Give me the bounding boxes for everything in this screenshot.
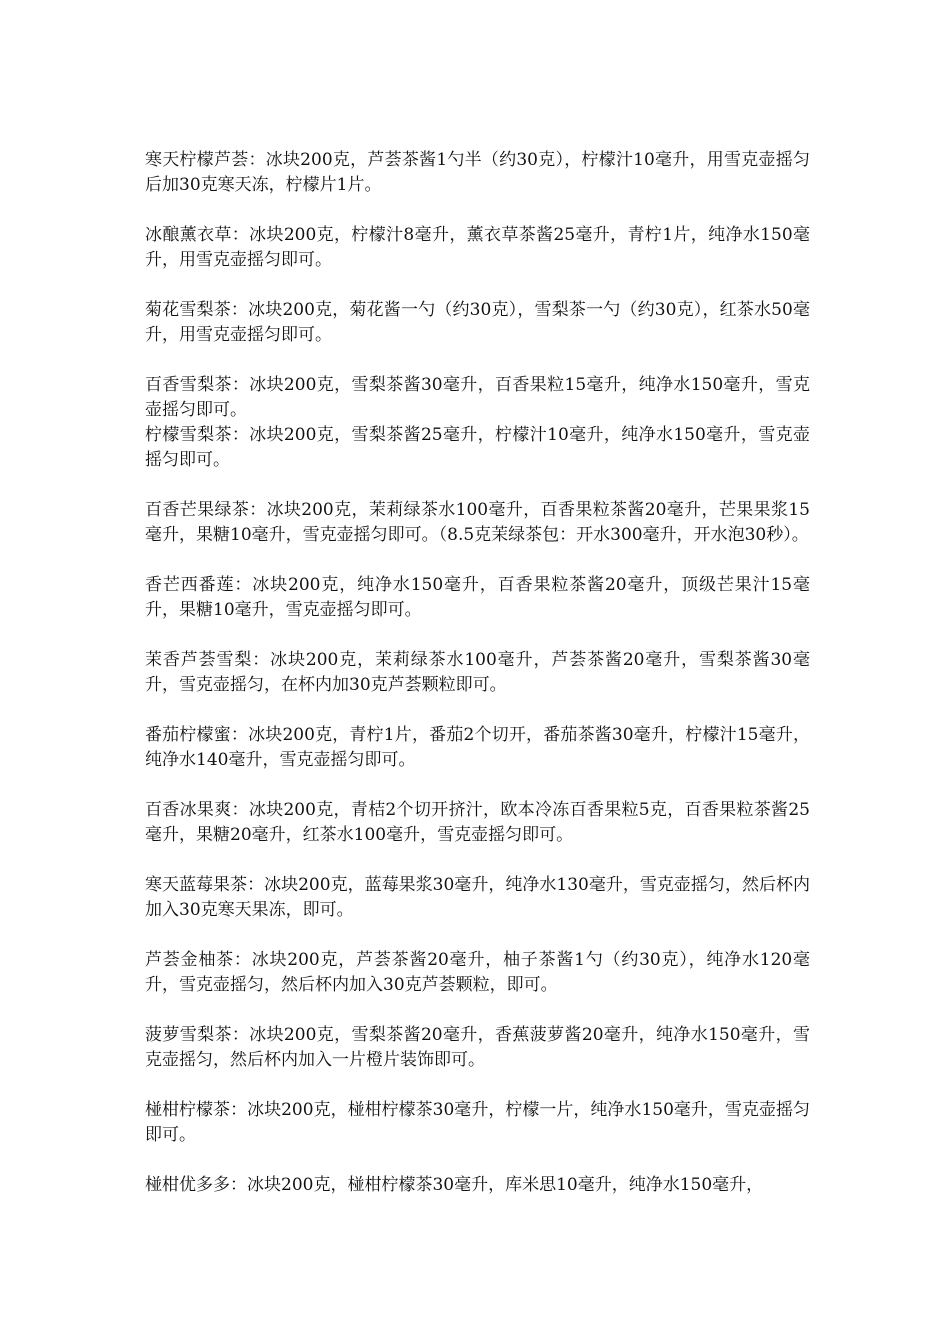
recipe-list bbox=[145, 148, 810, 1198]
recipe-paragraph: 菊花雪梨茶：冰块200克，菊花酱一勺（约30克），雪梨茶一勺（约30克），红茶水50毫升，用雪克壶摇匀即可。 bbox=[145, 300, 810, 345]
recipe-paragraph: 柠檬雪梨茶：冰块200克，雪梨茶酱25毫升，柠檬汁10毫升，纯净水150毫升，雪克壶摇匀即可。 bbox=[145, 425, 810, 470]
recipe-paragraph: 番茄柠檬蜜：冰块200克，青柠1片，番茄2个切开，番茄茶酱30毫升，柠檬汁15毫升，纯净水140毫升，雪克壶摇匀即可。 bbox=[145, 725, 810, 770]
recipe-paragraph: 椪柑优多多：冰块200克，椪柑柠檬茶30毫升，库米思10毫升，纯净水150毫升， bbox=[145, 1175, 764, 1195]
recipe-paragraph: 香芒西番莲：冰块200克，纯净水150毫升，百香果粒茶酱20毫升，顶级芒果汁15毫升，果糖10毫升，雪克壶摇匀即可。 bbox=[145, 575, 810, 620]
recipe-paragraph: 茉香芦荟雪梨：冰块200克，茉莉绿茶水100毫升，芦荟茶酱20毫升，雪梨茶酱30毫升，雪克壶摇匀，在杯内加30克芦荟颗粒即可。 bbox=[145, 650, 810, 695]
recipe-paragraph: 百香雪梨茶：冰块200克，雪梨茶酱30毫升，百香果粒15毫升，纯净水150毫升，雪克壶摇匀即可。 bbox=[145, 375, 810, 420]
recipe-paragraph: 寒天柠檬芦荟：冰块200克，芦荟茶酱1勺半（约30克），柠檬汁10毫升，用雪克壶摇匀后加30克寒天冻，柠檬片1片。 bbox=[145, 150, 810, 195]
recipe-paragraph: 菠萝雪梨茶：冰块200克，雪梨茶酱20毫升，香蕉菠萝酱20毫升，纯净水150毫升，雪克壶摇匀，然后杯内加入一片橙片装饰即可。 bbox=[145, 1025, 810, 1070]
recipe-paragraph: 椪柑柠檬茶：冰块200克，椪柑柠檬茶30毫升，柠檬一片，纯净水150毫升，雪克壶摇匀即可。 bbox=[145, 1100, 810, 1145]
recipe-paragraph: 百香芒果绿茶：冰块200克，茉莉绿茶水100毫升，百香果粒茶酱20毫升，芒果果浆15毫升，果糖10毫升，雪克壶摇匀即可。（8.5克茉绿茶包：开水300毫升，开水泡30秒）。 bbox=[145, 500, 810, 545]
recipe-paragraph: 芦荟金柚茶：冰块200克，芦荟茶酱20毫升，柚子茶酱1勺（约30克），纯净水120毫升，雪克壶摇匀，然后杯内加入30克芦荟颗粒，即可。 bbox=[145, 950, 810, 995]
recipe-paragraph: 百香冰果爽：冰块200克，青桔2个切开挤汁，欧本冷冻百香果粒5克，百香果粒茶酱25毫升，果糖20毫升，红茶水100毫升，雪克壶摇匀即可。 bbox=[145, 800, 810, 845]
recipe-paragraph: 寒天蓝莓果茶：冰块200克，蓝莓果浆30毫升，纯净水130毫升，雪克壶摇匀，然后杯内加入30克寒天果冻，即可。 bbox=[145, 875, 810, 920]
recipe-paragraph: 冰酿薰衣草：冰块200克，柠檬汁8毫升，薰衣草茶酱25毫升，青柠1片，纯净水150毫升，用雪克壶摇匀即可。 bbox=[145, 225, 810, 270]
